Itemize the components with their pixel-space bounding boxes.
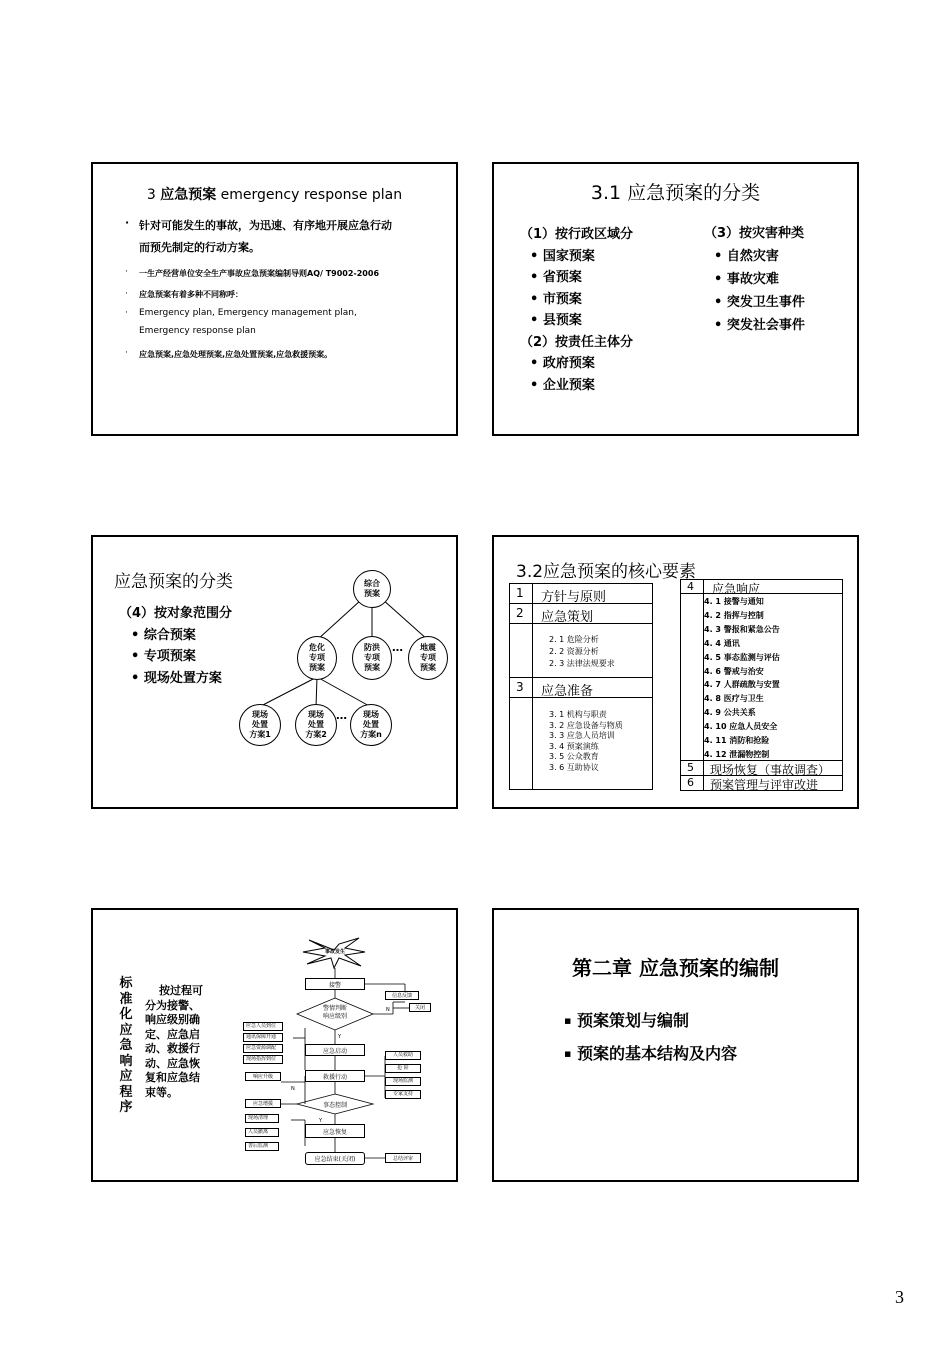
row-2-sub: 2. 1 危险分析 2. 2 资源分析 2. 3 法律法规要求 (532, 623, 653, 678)
slide-5 (91, 908, 458, 1182)
category-item: • 省预案 (530, 270, 582, 285)
row-5-num: 5 (680, 760, 704, 776)
row-3-sub: 3. 1 机构与职责 3. 2 应急设备与物质 3. 3 应急人员培训 3. 4 预案演练 3. 5 公众教育 3. 6 互助协议 (532, 697, 653, 790)
slide-1-text-2: 而预先制定的行动方案。 (139, 241, 260, 254)
slide-4 (492, 535, 859, 809)
label-yes-1: Y (338, 1034, 342, 1040)
flow-receive: 接警 (305, 978, 365, 990)
node-comprehensive-plan: 综合 预案 (353, 570, 391, 608)
category-item: • 企业预案 (530, 377, 595, 393)
row-4-label: 应急响应 (703, 579, 843, 594)
row-3-label: 应急准备 (532, 677, 653, 698)
response-sub-list: 4. 1 接警与通知 4. 2 指挥与控制 4. 3 警报和紧急公告 4. 4 通讯 4. 5 事态监测与评估 4. 6 警戒与治安 4. 7 人群疏散与安置 4. 8 医疗与卫生 4. 9 公共关系 4. 10 应急人员安全 4. 11 消防和抢险 4. 12 泄漏物控制 (704, 597, 780, 759)
slide-6-list (564, 1004, 737, 1070)
category-item: • 专项预案 (131, 649, 196, 664)
node-site-plan-1: 现场 处置 方案1 (239, 704, 281, 746)
slide-1-bullet-5: · (125, 348, 128, 358)
row-2-sub-num (509, 623, 533, 678)
flow-rescue: 救援行动 (305, 1070, 365, 1082)
slide-2-left-list (520, 224, 690, 396)
page-number: 3 (895, 1287, 904, 1307)
row-2-label: 应急策划 (532, 603, 653, 624)
flow-recover: 应急恢复 (305, 1124, 365, 1138)
category-head: （3）按灾害种类 (704, 226, 805, 241)
slide-1-text-5: Emergency plan, Emergency management plan, (139, 308, 357, 318)
slide-1-text-7: 应急预案,应急处理预案,应急处置预案,应急救援预案。 (139, 350, 333, 359)
slide-6 (492, 908, 859, 1182)
node-earthquake-plan: 地震 专项 预案 (408, 636, 448, 680)
flow-end: 应急结束(关闭) (305, 1152, 365, 1165)
flow-summary: 总结评审 (385, 1153, 421, 1163)
slide-3 (91, 535, 458, 809)
ellipsis-leaf: … (336, 709, 347, 722)
flow-description: 按过程可 分为接警、 响应级别确 定、应急启 动、救援行 动、应急恢 复和应急结 束等。 (145, 984, 203, 1099)
category-head: （4）按对象范围分 (119, 606, 233, 621)
vertical-title: 标 准 化 应 急 响 应 程 序 (119, 976, 133, 1115)
category-item: • 综合预案 (131, 627, 196, 643)
slide-1-text-6: Emergency response plan (139, 326, 256, 336)
category-item: • 事故灾难 (714, 272, 779, 287)
row-1-label: 方针与原则 (532, 583, 653, 604)
row-3-num: 3 (509, 677, 533, 698)
tree-connectors (93, 537, 458, 809)
slide-2-title: 3.1 应急预案的分类 (590, 182, 761, 204)
row-5-label: 现场恢复（事故调查） (703, 760, 843, 776)
slide-1-text-3: 一生产经营单位安全生产事故应急预案编制导则AQ/ T9002-2006 (139, 269, 380, 278)
slide-1 (91, 162, 458, 436)
slide-1-text-4: 应急预案有着多种不同称呼： (139, 290, 243, 299)
slide-1-bullet-2: · (125, 267, 128, 277)
category-item: • 现场处置方案 (131, 670, 222, 686)
chapter-item: ▪ 预案策划与编制 (564, 1011, 690, 1030)
slide-1-bullet-1: · (125, 216, 130, 229)
node-site-plan-n: 现场 处置 方案n (350, 704, 392, 746)
row-1-num: 1 (509, 583, 533, 604)
flow-control: 事态控制 (322, 1102, 347, 1109)
flow-upgrade: 响应升级 (245, 1072, 281, 1081)
category-item: • 突发社会事件 (714, 318, 805, 333)
category-item: • 市预案 (530, 291, 582, 307)
node-flood-plan: 防洪 专项 预案 (352, 636, 392, 680)
category-item: • 突发卫生事件 (714, 295, 805, 310)
row-4-sub-num (680, 593, 704, 761)
category-item: • 国家预案 (530, 248, 595, 264)
chapter-item: ▪ 预案的基本结构及内容 (564, 1044, 738, 1063)
flow-event: 事故发生 (324, 948, 345, 955)
node-hazchem-plan: 危化 专项 预案 (297, 636, 337, 680)
label-no-1: N (386, 1007, 390, 1013)
row-6-num: 6 (680, 775, 704, 791)
row-6-label: 预案管理与评审改进 (703, 775, 843, 791)
category-item: • 政府预案 (530, 356, 595, 371)
ellipsis-mid: … (392, 641, 403, 654)
recover-side-list: 现场清理 人员撤离 善后监测 (245, 1114, 279, 1151)
category-item: • 县预案 (530, 313, 582, 328)
slide-6-title: 第二章 应急预案的编制 (572, 956, 779, 980)
rescue-side-list: 人员救助 抢 险 现场监测 专家支持 (385, 1051, 421, 1099)
slide-4-title: 3.2应急预案的核心要素 (516, 562, 697, 582)
flow-close: 关闭 (409, 1003, 431, 1012)
slide-2 (492, 162, 859, 436)
slide-1-title: 3 应急预案 emergency response plan (146, 187, 403, 203)
slide-1-text-1: 针对可能发生的事故，为迅速、有序地开展应急行动 (139, 219, 392, 232)
node-site-plan-2: 现场 处置 方案2 (295, 704, 337, 746)
category-item: • 自然灾害 (714, 249, 779, 264)
flow-judge: 警情判断 响应级别 (322, 1005, 347, 1020)
flow-enlarge: 应急增援 (245, 1099, 281, 1108)
start-side-list: 应急人员到位 通讯保障开通 应急资源调配 现场指挥到位 (243, 1022, 283, 1064)
flow-report: 信息反馈 (385, 991, 419, 1000)
category-head: （2）按责任主体分 (520, 334, 634, 350)
label-yes-2: Y (319, 1118, 323, 1124)
slide-1-bullet-3: · (125, 289, 128, 299)
label-no-2: N (291, 1086, 295, 1092)
slide-1-bullet-4: · (125, 308, 128, 318)
row-2-num: 2 (509, 603, 533, 624)
row-4-num: 4 (680, 579, 704, 594)
slide-2-right-list (704, 222, 854, 337)
category-head: （1）按行政区域分 (520, 227, 634, 242)
row-3-sub-num (509, 697, 533, 790)
slide-3-title: 应急预案的分类 (114, 572, 233, 592)
flow-start: 应急启动 (305, 1044, 365, 1056)
